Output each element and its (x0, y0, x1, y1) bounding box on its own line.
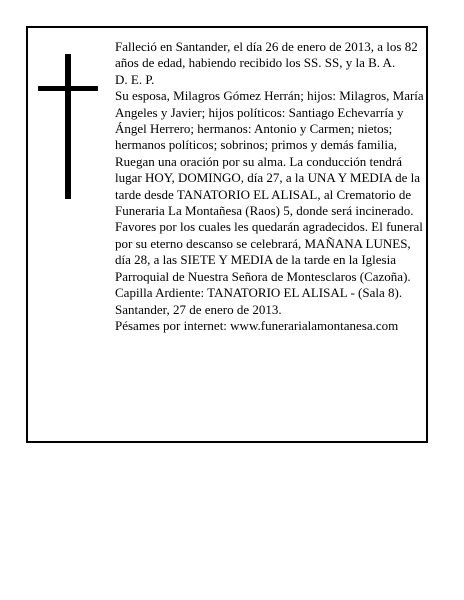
service-details: Ruegan una oración por su alma. La conducción tendrá lugar HOY, DOMINGO, día 27, a la UNA Y MEDIA de la tarde desde TANATORIO EL ALISAL, al Crematorio de Funeraria La Montañesa (Raos) 5, donde será incinerado. Favores por los cuales les quedarán agradecidos. El funeral por su eterno descanso se celebrará, MAÑANA LUNES, día 28, a las SIETE Y MEDIA de la tarde en la Iglesia Parroquial de Nuestra Señora de Montesclaros (Cazoña). Capilla Ardiente: TANATORIO EL ALISAL - (Sala 8). (115, 153, 423, 301)
obituary-notice (26, 26, 428, 443)
place-date-line: Santander, 27 de enero de 2013. (115, 301, 282, 317)
notice-text (115, 39, 425, 334)
cross-vertical-bar (65, 54, 71, 199)
family-list: Su esposa, Milagros Gómez Herrán; hijos: Milagros, María Angeles y Javier; hijos políticos: Santiago Echevarría y Ángel Herrero; hermanos: Antonio y Carmen; nietos; hermanos políticos; sobrinos; primos y demás familia, (115, 88, 424, 153)
cross-icon (38, 54, 98, 199)
cross-horizontal-bar (38, 86, 98, 91)
rip-line: D. E. P. (115, 71, 155, 87)
death-announcement: Falleció en Santander, el día 26 de enero de 2013, a los 82 años de edad, habiendo recibido los SS. SS, y la B. A. (115, 39, 418, 71)
condolences-line: Pésames por internet: www.funerarialamontanesa.com (115, 317, 399, 333)
